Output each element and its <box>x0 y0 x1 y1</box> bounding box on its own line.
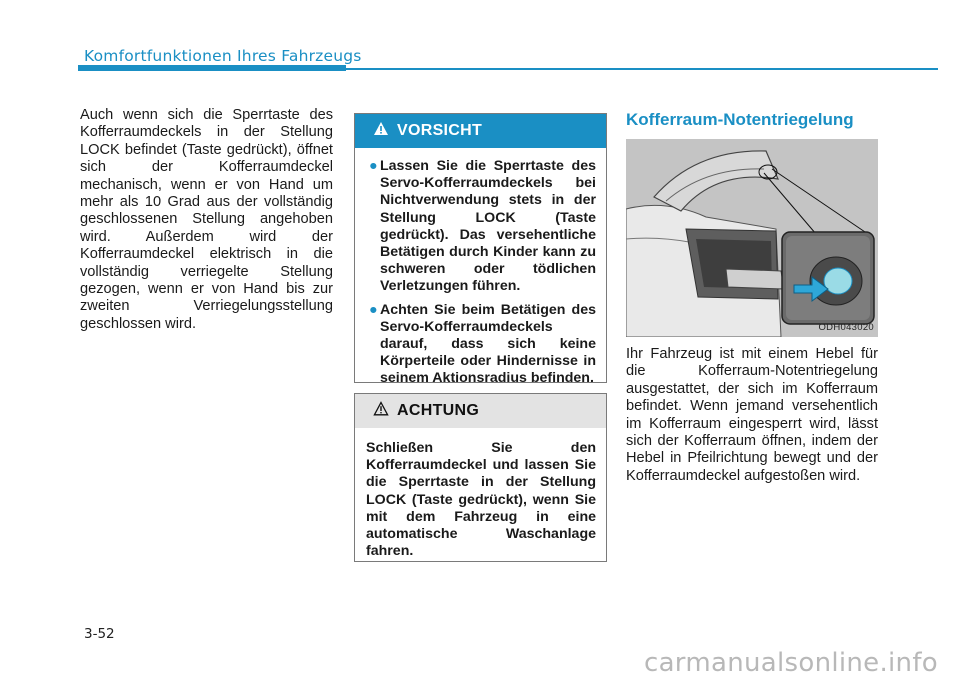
caution-body <box>355 148 606 388</box>
section-title: Komfortfunktionen Ihres Fahrzeugs <box>84 47 362 65</box>
caution-title: VORSICHT <box>397 122 483 139</box>
figure-code: ODH043020 <box>818 322 874 333</box>
bullet-icon: ● <box>369 158 378 174</box>
caution-item-text: Achten Sie beim Betätigen des Servo-Kofferraumdeckels darauf, dass sich keine Körperteile oder Hindernisse in seinem Aktionsradius befinden. <box>380 301 596 387</box>
header-rule-thin <box>346 68 938 70</box>
trunk-release-figure <box>626 139 878 337</box>
warning-body: Schließen Sie den Kofferraumdeckel und lassen Sie die Sperrtaste in der Stellung LOCK (Taste gedrückt), wenn Sie mit dem Fahrzeug in eine automatische Waschanlage fahren. <box>366 440 596 560</box>
header-rule-thick <box>78 65 346 71</box>
left-paragraph: Auch wenn sich die Sperrtaste des Kofferraumdeckels in der Stellung LOCK befindet (Taste gedrückt), öffnet sich der Kofferraumdeckel mechanisch, wenn er von Hand um mehr als 10 Grad aus der vollständig geschlossenen Stellung angehoben wird. Außerdem wird der Kofferraumdeckel elektrisch in die vollständig verriegelte Stellung gezogen, wenn er von Hand bis zur zweiten Verriegelungsstellung geschlossen wird. <box>80 107 333 332</box>
warning-title: ACHTUNG <box>397 402 480 419</box>
caution-box <box>354 113 607 387</box>
warning-triangle-icon <box>373 121 389 141</box>
caution-item-text: Lassen Sie die Sperrtaste des Servo-Kofferraumdeckels bei Nichtverwendung stets in der Stellung LOCK (Taste gedrückt). Das versehentliche Betätigen durch Kinder kann zu schweren oder tödlichen Verletzungen führen. <box>380 158 596 295</box>
caution-box-header <box>355 114 606 148</box>
right-paragraph: Ihr Fahrzeug ist mit einem Hebel für die Kofferraum-Notentriegelung ausgestattet, der sich im Kofferraum befindet. Wenn jemand versehentlich im Kofferraum eingesperrt wird, lässt sich der Kofferraum öffnen, indem der Hebel in Pfeilrichtung bewegt und der Kofferraumdeckel aufgestoßen wird. <box>626 346 878 484</box>
warning-box <box>354 393 607 562</box>
caution-item <box>369 302 596 388</box>
warning-box-header <box>355 394 606 428</box>
trunk-illustration <box>626 139 878 337</box>
bullet-icon: ● <box>369 301 378 318</box>
warning-triangle-outline-icon <box>373 401 389 421</box>
watermark: carmanualsonline.info <box>643 648 938 678</box>
page-number: 3-52 <box>84 626 115 642</box>
subheading: Kofferraum-Notentriegelung <box>626 110 854 129</box>
caution-item <box>369 158 596 296</box>
